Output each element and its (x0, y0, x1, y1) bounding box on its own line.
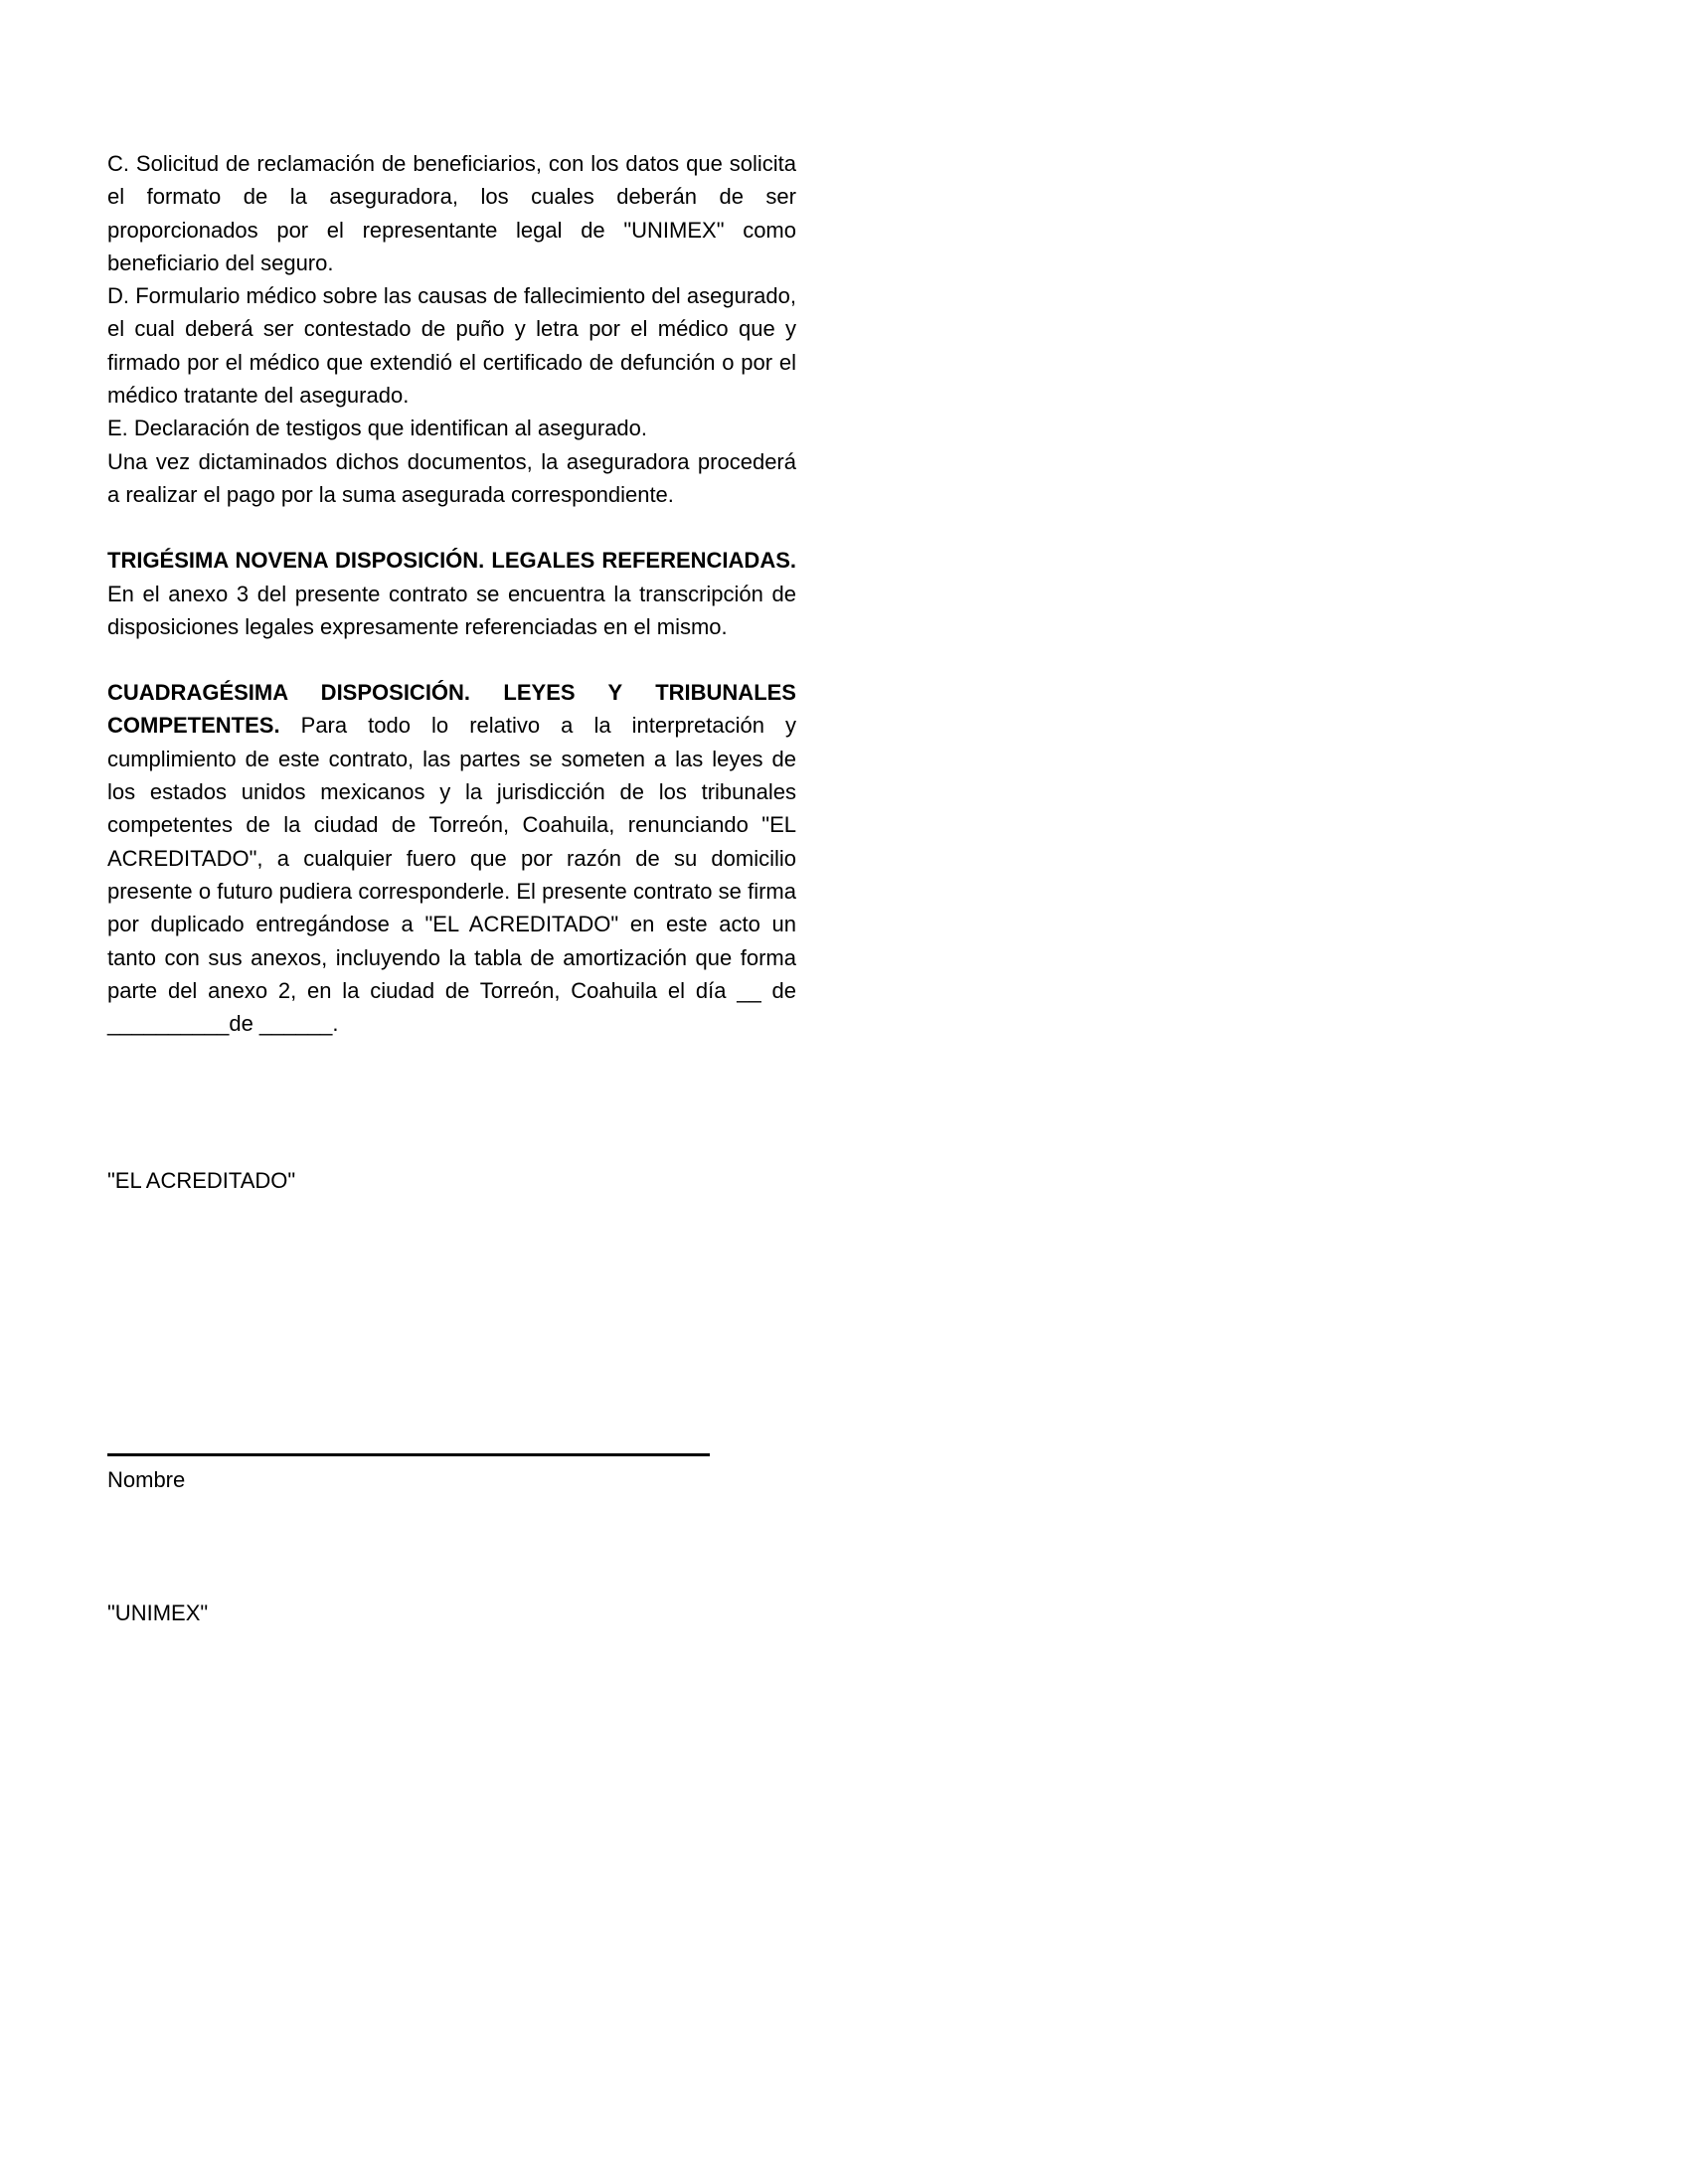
document-body (107, 147, 796, 1040)
signature-line (107, 1453, 710, 1456)
clause-39-heading: TRIGÉSIMA NOVENA DISPOSICIÓN. LEGALES REFERENCIADAS. (107, 548, 796, 574)
signature-label-unimex: "UNIMEX" (107, 1600, 209, 1625)
clause-40-body: Para todo lo relativo a la interpretación y cumplimiento de este contrato, las partes se someten a las leyes de los estados unidos mexicanos y la jurisdicción de los tribunales competentes de la ciudad de Torreón, Coahuila, renunciando "EL ACREDITADO", a cualquier fuero que por razón de su domicilio presente o futuro pudiera corresponderle. El presente contrato se firma por duplicado entregándose a "EL ACREDITADO" en este acto un tanto con sus anexos, incluyendo la tabla de amortización que forma parte del anexo 2, en la ciudad de Torreón, Coahuila el día __ de __________de ______. (107, 713, 796, 1037)
list-item-d: D. Formulario médico sobre las causas de fallecimiento del asegurado, el cual deberá ser contestado de puño y letra por el médico que y firmado por el médico que extendió el certificado de defunción o por el médico tratante del asegurado. (107, 283, 796, 409)
clause-40-heading: CUADRAGÉSIMA DISPOSICIÓN. LEYES Y TRIBUNALES COMPETENTES. (107, 680, 796, 739)
closing-paragraph: Una vez dictaminados dichos documentos, la aseguradora procederá a realizar el pago por la suma asegurada correspondiente. (107, 448, 796, 507)
clause-39 (107, 544, 796, 643)
signature-name-label: Nombre (107, 1467, 186, 1492)
list-item-e: E. Declaración de testigos que identifican al asegurado. (107, 416, 648, 441)
list-item-c: C. Solicitud de reclamación de beneficiarios, con los datos que solicita el formato de la aseguradora, los cuales deberán de ser proporcionados por el representante legal de "UNIMEX" como beneficiario del seguro. (107, 151, 796, 275)
clause-40 (107, 676, 796, 1040)
paragraph-spacer (107, 643, 796, 676)
paragraph-spacer (107, 511, 796, 544)
clause-39-body: En el anexo 3 del presente contrato se encuentra la transcripción de disposiciones legales expresamente referenciadas en el mismo. (107, 581, 796, 639)
signature-label-acreditado: "EL ACREDITADO" (107, 1168, 296, 1193)
